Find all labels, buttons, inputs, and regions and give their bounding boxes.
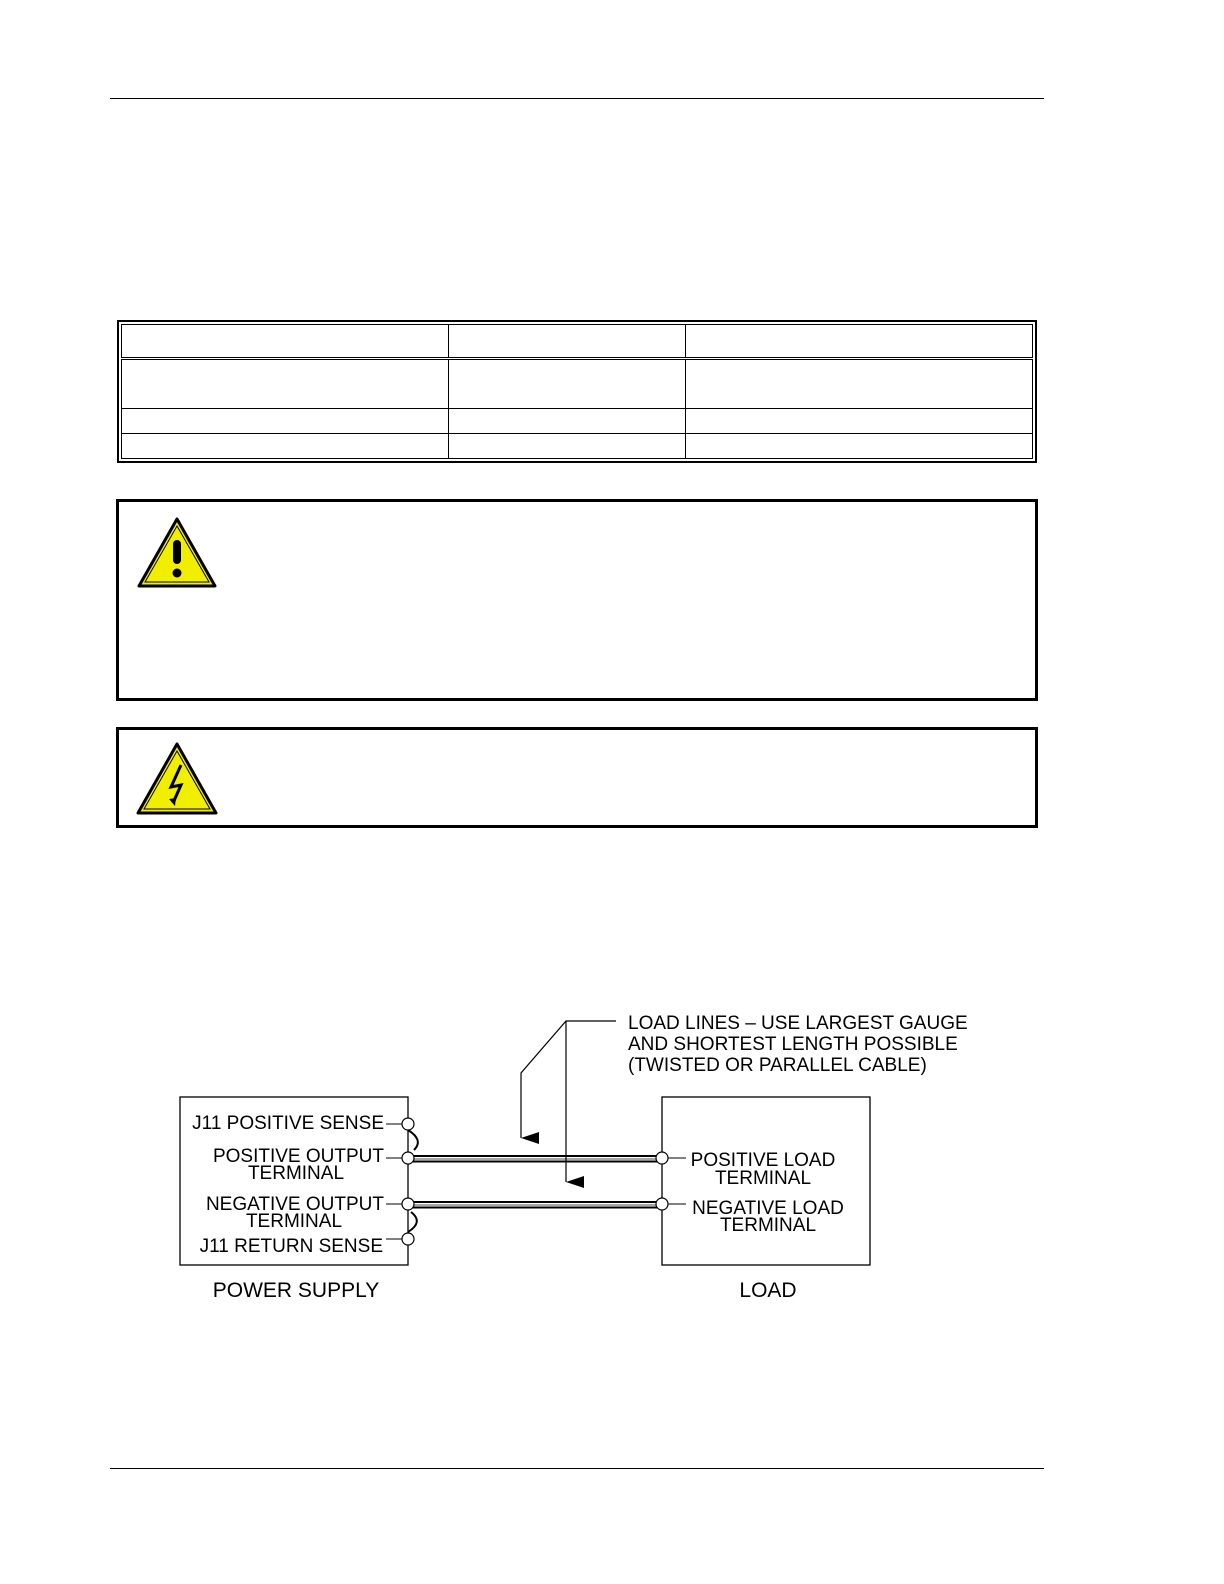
negative-load-terminal — [656, 1198, 668, 1210]
electrical-warning-notice-box — [116, 727, 1038, 828]
negative-load-label-2: TERMINAL — [719, 1215, 817, 1236]
electric-shock-warning-icon — [134, 741, 220, 817]
load-caption: LOAD — [739, 1279, 797, 1302]
callout-leader — [521, 1021, 616, 1138]
positive-sense-terminal — [402, 1118, 414, 1130]
positive-load-terminal — [656, 1152, 668, 1164]
return-sense-label: J11 RETURN SENSE — [199, 1236, 383, 1257]
table-row — [122, 409, 1033, 434]
header-rule — [110, 98, 1044, 99]
return-sense-jumper — [408, 1212, 417, 1232]
table-row — [122, 359, 1033, 409]
positive-output-label-2: TERMINAL — [247, 1163, 345, 1184]
negative-load-line — [408, 1202, 662, 1208]
negative-output-label-2: TERMINAL — [245, 1211, 343, 1232]
table-cell — [122, 325, 449, 359]
callout-line-3: (TWISTED OR PARALLEL CABLE) — [628, 1055, 927, 1076]
table-cell — [686, 359, 1033, 409]
caution-notice-box — [116, 499, 1038, 701]
negative-output-label: NEGATIVE OUTPUT — [205, 1194, 384, 1215]
table-header-row — [122, 325, 1033, 359]
table-cell — [449, 359, 686, 409]
positive-output-terminal — [402, 1152, 414, 1164]
return-sense-terminal — [402, 1233, 414, 1245]
table-cell — [686, 325, 1033, 359]
power-supply-box — [180, 1097, 408, 1265]
power-supply-caption: POWER SUPPLY — [212, 1279, 380, 1302]
table-cell — [449, 409, 686, 434]
table-cell — [122, 434, 449, 459]
load-box — [662, 1097, 870, 1265]
table-cell — [686, 434, 1033, 459]
footer-rule — [110, 1468, 1044, 1469]
table-cell — [449, 325, 686, 359]
positive-load-label-2: TERMINAL — [714, 1168, 812, 1189]
table-cell — [122, 359, 449, 409]
table-row — [122, 434, 1033, 459]
callout-line-1: LOAD LINES – USE LARGEST GAUGE — [628, 1013, 968, 1034]
table-cell — [449, 434, 686, 459]
positive-output-label: POSITIVE OUTPUT — [212, 1146, 384, 1167]
table-cell — [686, 409, 1033, 434]
negative-output-terminal — [402, 1198, 414, 1210]
specification-table — [117, 320, 1037, 463]
positive-sense-label: J11 POSITIVE SENSE — [192, 1113, 384, 1134]
positive-load-line — [408, 1156, 662, 1162]
caution-exclamation-icon — [135, 516, 219, 590]
negative-load-label: NEGATIVE LOAD — [692, 1198, 844, 1219]
positive-sense-jumper — [408, 1130, 418, 1150]
table-cell — [122, 409, 449, 434]
positive-load-label: POSITIVE LOAD — [690, 1150, 836, 1171]
callout-line-2: AND SHORTEST LENGTH POSSIBLE — [628, 1034, 958, 1055]
